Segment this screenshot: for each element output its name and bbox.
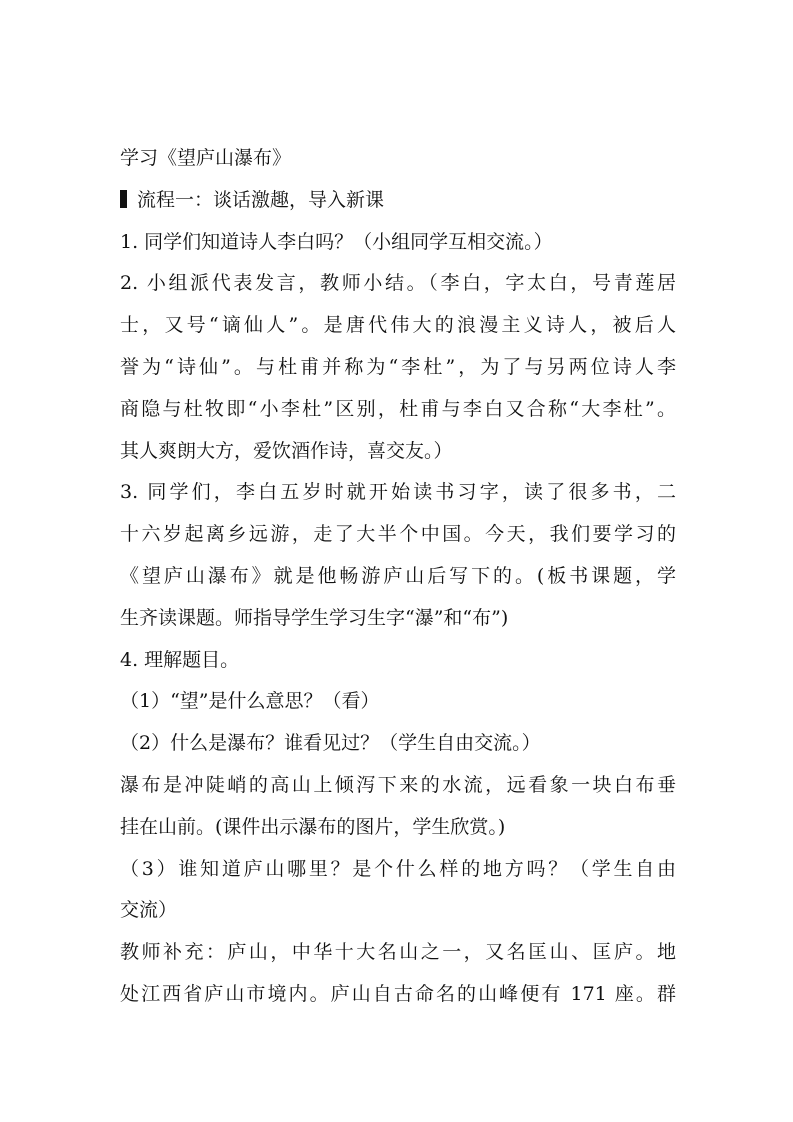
heading-marker-icon <box>120 190 127 208</box>
section-heading-text: 流程一：谈话激趣，导入新课 <box>137 188 385 211</box>
paragraph-line: 瀑布是冲陡峭的高山上倾泻下来的水流，远看象一块白布垂 <box>120 773 676 796</box>
paragraph-line: 教师补充：庐山，中华十大名山之一，又名匡山、匡庐。地 <box>120 941 676 964</box>
paragraph-line: 2. 小组派代表发言，教师小结。（李白，字太白，号青莲居 <box>120 272 676 295</box>
paragraph-line: （2）什么是瀑布？谁看见过？（学生自由交流。） <box>120 732 541 755</box>
paragraph-line: 誉为“诗仙”。与杜甫并称为“李杜”，为了与另两位诗人李 <box>120 355 676 378</box>
paragraph-line: 4. 理解题目。 <box>120 648 240 671</box>
paragraph-line: 处江西省庐山市境内。庐山自古命名的山峰便有 171 座。群 <box>120 982 676 1005</box>
paragraph-line: 挂在山前。(课件出示瀑布的图片，学生欣赏。) <box>120 815 506 838</box>
paragraph-line: 交流） <box>120 899 178 922</box>
document-title: 学习《望庐山瀑布》 <box>120 147 292 169</box>
document-body <box>120 138 676 1016</box>
paragraph-line: 《望庐山瀑布》就是他畅游庐山后写下的。(板书课题，学 <box>120 564 676 587</box>
paragraph-line: 其人爽朗大方，爱饮酒作诗，喜交友。） <box>120 439 453 462</box>
paragraph-line: （1）“望”是什么意思？（看） <box>120 690 380 713</box>
paragraph-line: 1. 同学们知道诗人李白吗？（小组同学互相交流。） <box>120 230 553 253</box>
paragraph-line: 3. 同学们，李白五岁时就开始读书习字，读了很多书，二 <box>120 481 676 504</box>
paragraph-line: 十六岁起离乡远游，走了大半个中国。今天，我们要学习的 <box>120 523 676 546</box>
section-heading <box>120 180 676 222</box>
paragraph-line: 生齐读课题。师指导学生学习生字“瀑”和“布”) <box>120 606 509 629</box>
paragraph-line: （3）谁知道庐山哪里？是个什么样的地方吗？（学生自由 <box>120 857 676 880</box>
paragraph-line: 士，又号“谪仙人”。是唐代伟大的浪漫主义诗人，被后人 <box>120 314 676 337</box>
paragraph-line: 商隐与杜牧即“小李杜”区别，杜甫与李白又合称“大李杜”。 <box>120 397 676 420</box>
